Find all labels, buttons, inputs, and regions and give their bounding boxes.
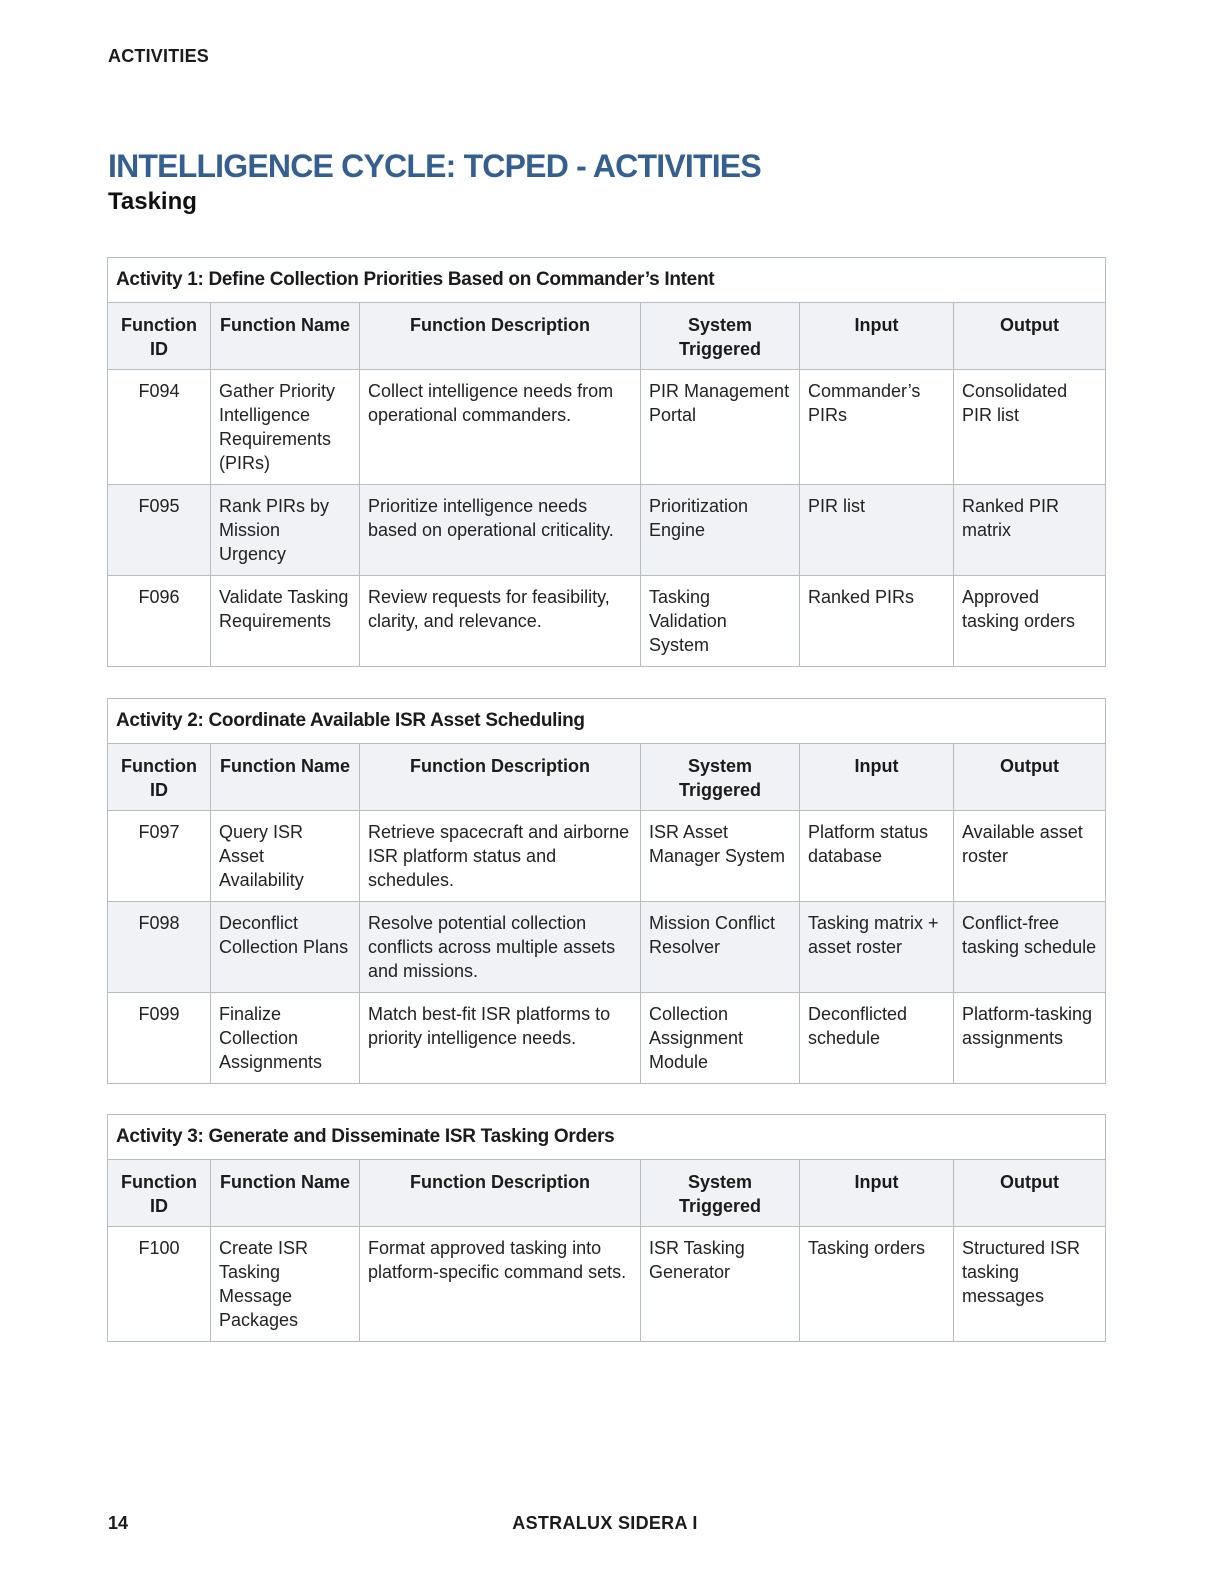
system-triggered: ISR Tasking Generator: [641, 1227, 800, 1342]
activity-3-table: [107, 1114, 1106, 1342]
column-header-function-id: Function ID: [108, 303, 211, 370]
activity-title: Activity 3: Generate and Disseminate ISR Tasking Orders: [108, 1115, 1106, 1160]
input: PIR list: [800, 485, 954, 576]
table-row: [108, 370, 1106, 485]
function-description: Prioritize intelligence needs based on operational criticality.: [360, 485, 641, 576]
table-row: [108, 993, 1106, 1084]
function-description: Resolve potential collection conflicts across multiple assets and missions.: [360, 902, 641, 993]
column-header-function-description: Function Description: [360, 303, 641, 370]
column-header-function-description: Function Description: [360, 1160, 641, 1227]
column-header-function-name: Function Name: [211, 744, 360, 811]
table-row: [108, 576, 1106, 667]
column-header-input: Input: [800, 744, 954, 811]
activity-1-table: [107, 257, 1106, 667]
output: Ranked PIR matrix: [954, 485, 1106, 576]
page-subtitle: Tasking: [108, 188, 197, 215]
function-name: Create ISR Tasking Message Packages: [211, 1227, 360, 1342]
system-triggered: PIR Management Portal: [641, 370, 800, 485]
function-id: F096: [108, 576, 211, 667]
function-description: Match best-fit ISR platforms to priority intelligence needs.: [360, 993, 641, 1084]
table-row: [108, 902, 1106, 993]
table-row: [108, 485, 1106, 576]
section-label: ACTIVITIES: [108, 46, 210, 66]
function-name: Finalize Collection Assignments: [211, 993, 360, 1084]
page-number: 14: [108, 1513, 129, 1533]
column-header-system-triggered: System Triggered: [641, 303, 800, 370]
output: Structured ISR tasking messages: [954, 1227, 1106, 1342]
column-header-input: Input: [800, 303, 954, 370]
function-id: F094: [108, 370, 211, 485]
activity-2-table: [107, 698, 1106, 1084]
output: Approved tasking orders: [954, 576, 1106, 667]
column-header-function-id: Function ID: [108, 744, 211, 811]
column-header-function-description: Function Description: [360, 744, 641, 811]
input: Tasking matrix + asset roster: [800, 902, 954, 993]
column-header-input: Input: [800, 1160, 954, 1227]
column-header-system-triggered: System Triggered: [641, 1160, 800, 1227]
function-id: F100: [108, 1227, 211, 1342]
page-title: INTELLIGENCE CYCLE: TCPED - ACTIVITIES: [108, 148, 761, 184]
input: Ranked PIRs: [800, 576, 954, 667]
function-name: Rank PIRs by Mission Urgency: [211, 485, 360, 576]
system-triggered: ISR Asset Manager System: [641, 811, 800, 902]
function-name: Gather Priority Intelligence Requirements (PIRs): [211, 370, 360, 485]
input: Platform status database: [800, 811, 954, 902]
column-header-function-id: Function ID: [108, 1160, 211, 1227]
function-description: Format approved tasking into platform-specific command sets.: [360, 1227, 641, 1342]
column-header-function-name: Function Name: [211, 1160, 360, 1227]
activity-title: Activity 2: Coordinate Available ISR Asset Scheduling: [108, 699, 1106, 744]
function-id: F095: [108, 485, 211, 576]
system-triggered: Tasking Validation System: [641, 576, 800, 667]
output: Available asset roster: [954, 811, 1106, 902]
function-name: Deconflict Collection Plans: [211, 902, 360, 993]
output: Conflict-free tasking schedule: [954, 902, 1106, 993]
function-id: F097: [108, 811, 211, 902]
system-triggered: Prioritization Engine: [641, 485, 800, 576]
function-name: Query ISR Asset Availability: [211, 811, 360, 902]
activity-title: Activity 1: Define Collection Priorities Based on Commander’s Intent: [108, 258, 1106, 303]
column-header-output: Output: [954, 303, 1106, 370]
input: Tasking orders: [800, 1227, 954, 1342]
system-triggered: Mission Conflict Resolver: [641, 902, 800, 993]
input: Deconflicted schedule: [800, 993, 954, 1084]
function-id: F098: [108, 902, 211, 993]
function-id: F099: [108, 993, 211, 1084]
column-header-function-name: Function Name: [211, 303, 360, 370]
output: Consolidated PIR list: [954, 370, 1106, 485]
column-header-output: Output: [954, 1160, 1106, 1227]
footer-doc-title: ASTRALUX SIDERA I: [512, 1513, 698, 1533]
function-description: Review requests for feasibility, clarity, and relevance.: [360, 576, 641, 667]
table-row: [108, 811, 1106, 902]
column-header-output: Output: [954, 744, 1106, 811]
column-header-system-triggered: System Triggered: [641, 744, 800, 811]
function-name: Validate Tasking Requirements: [211, 576, 360, 667]
input: Commander’s PIRs: [800, 370, 954, 485]
output: Platform-tasking assignments: [954, 993, 1106, 1084]
function-description: Retrieve spacecraft and airborne ISR platform status and schedules.: [360, 811, 641, 902]
function-description: Collect intelligence needs from operational commanders.: [360, 370, 641, 485]
table-row: [108, 1227, 1106, 1342]
system-triggered: Collection Assignment Module: [641, 993, 800, 1084]
